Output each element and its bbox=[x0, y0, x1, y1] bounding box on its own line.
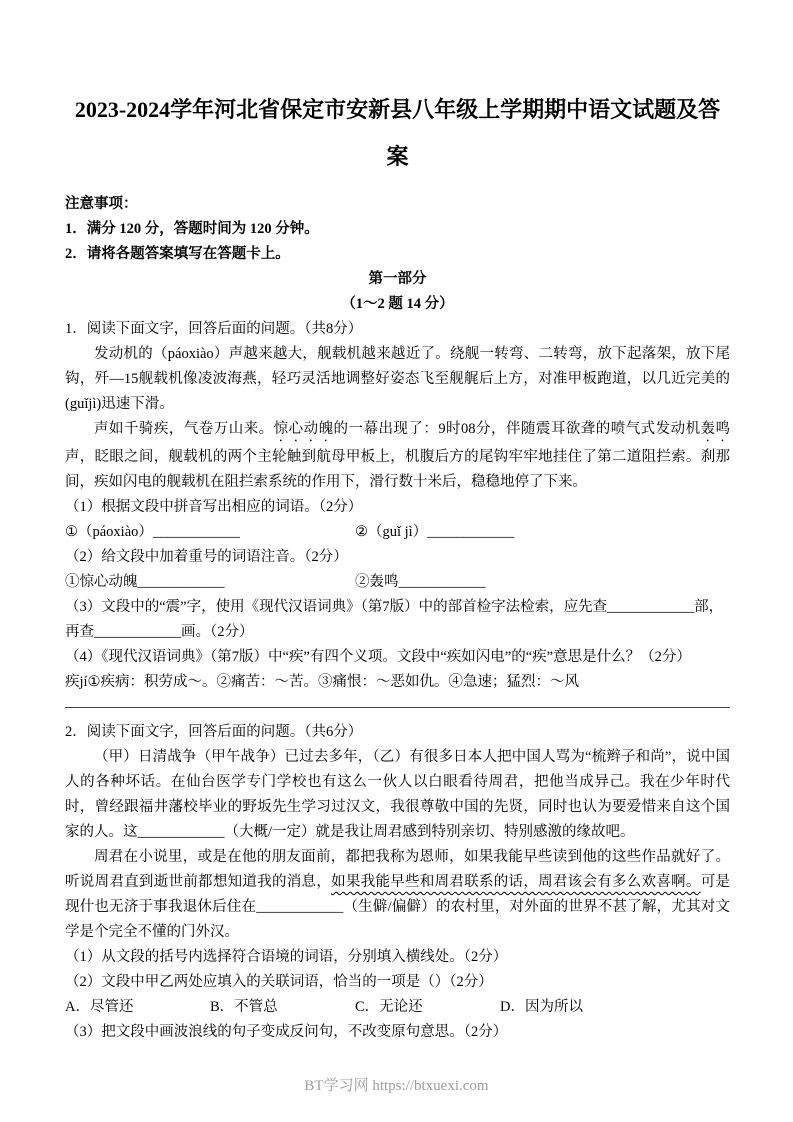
question2-sub2: （2）文段中甲乙两处应填入的关联词语，恰当的一项是（）（2分） bbox=[65, 974, 493, 990]
question1-sub4: （4）《现代汉语词典》（第7版）中“疾”有四个义项。文段中“疾如闪电”的“疾”意思是什么？（2分） bbox=[65, 649, 691, 665]
question2-passage-paragraph-1: （甲）日清战争（甲午战争）已过去多年，（乙）有很多日本人把中国人骂为“梳辫子和尚”，说中国人的各种坏话。在仙台医学专门学校也有这么一伙人以白眼看待周君，把他当成异己。我在少年时代时，曾经跟福井藩校毕业的野坂先生学习过汉文，我很尊敬中国的先贤，同时也认为要爱惜来自这个国家的人。这____________（大概/一定）就是我让周君感到特别亲切、特别感激的缘故吧。 bbox=[65, 749, 730, 840]
option-d: D．因为所以 bbox=[500, 999, 583, 1015]
q2-para2-segment-1: 周君在小说里，或是在他的朋友面前，都把我称为恩师，如果我能早些读到他的这些作品就好了。听说周君直到逝世前都想知道我的消息， bbox=[65, 849, 730, 890]
page-title: 2023-2024学年河北省保定市安新县八年级上学期期中语文试题及答案 bbox=[74, 97, 721, 169]
question2-stem: 2．阅读下面文字，回答后面的问题。（共6分） bbox=[65, 724, 363, 740]
question1-sub1: （1）根据文段中拼音写出相应的词语。（2分） bbox=[65, 499, 363, 515]
question2-sub3: （3）把文段中画波浪线的句子变成反问句，不改变原句意思。（2分） bbox=[65, 1024, 508, 1040]
q1-para2-segment-2: 的一幕出现了：9时08分，伴随震耳欲聋的喷气式发动机 bbox=[333, 421, 701, 437]
option-c: C．无论还 bbox=[355, 999, 423, 1015]
question2-sub1: （1）从文段的括号内选择符合语境的词语，分别填入横线处。（2分） bbox=[65, 949, 508, 965]
question1-sub1-blanks bbox=[65, 520, 730, 545]
question2-passage-paragraph-2 bbox=[65, 845, 730, 945]
q2-para2-segment-2: 可是现什也无济于事我退休后住在____________（生僻/偏僻）的农村里，对外面的世界不甚了解，尤其对文学是个完全不懂的门外汉。 bbox=[65, 874, 731, 940]
q1-para2-emphasized-word-1: 惊心动魄 bbox=[273, 421, 334, 437]
q1-sub1-blank-1: ①（páoxiào）____________ bbox=[65, 524, 240, 540]
q1-para2-emphasized-word-2: 轰鸣 bbox=[700, 421, 731, 437]
section-divider bbox=[65, 707, 730, 708]
q1-sub2-blank-1: ①惊心动魄____________ bbox=[65, 574, 225, 590]
question1-sub2: （2）给文段中加着重号的词语注音。（2分） bbox=[65, 549, 348, 565]
question1-passage-paragraph-1: 发动机的（páoxiào）声越来越大，舰载机越来越近了。绕舰一转弯、二转弯，放下起落架，放下尾钩，歼—15舰载机像凌波海燕，轻巧灵活地调整好姿态飞至舰艉后上方，对准甲板跑道，以几近完美的(guǐjì)迅速下滑。 bbox=[65, 346, 730, 412]
notice-item-2: 2．请将各题答案填写在答题卡上。 bbox=[65, 246, 290, 262]
question2-sub2-options bbox=[65, 995, 730, 1020]
part-heading: 第一部分 bbox=[368, 271, 427, 287]
question1-sub2-blanks bbox=[65, 570, 730, 595]
question1-dictionary-note: 疾jí①疾病：积劳成～。②痛苦：～苦。③痛恨：～恶如仇。④急速；猛烈：～风 bbox=[65, 674, 580, 690]
q1-para2-segment-1: 声如千骑疾，气卷万山来。 bbox=[94, 421, 274, 437]
q1-sub2-blank-2: ②轰鸣____________ bbox=[355, 574, 486, 590]
question1-stem: 1．阅读下面文字，回答后面的问题。（共8分） bbox=[65, 321, 363, 337]
option-b: B．不管总 bbox=[210, 999, 278, 1015]
notice-heading: 注意事项： bbox=[65, 196, 138, 212]
question1-passage-paragraph-2 bbox=[65, 417, 730, 495]
question1-sub3: （3）文段中的“震”字，使用《现代汉语词典》（第7版）中的部首检字法检索，应先查____________部，再查____________画。（2分） bbox=[65, 599, 724, 640]
notice-item-1: 1．满分 120 分，答题时间为 120 分钟。 bbox=[65, 221, 319, 237]
part-subheading: （1～2 题 14 分） bbox=[341, 296, 454, 312]
option-a: A．尽管还 bbox=[65, 999, 134, 1015]
q1-sub1-blank-2: ②（guǐ jì）____________ bbox=[355, 524, 515, 540]
q1-para2-segment-3: 声，眨眼之间，舰载机的两个主轮触到航母甲板上，机腹后方的尾钩牢牢地挂住了第二道阻拦索。刹那间，疾如闪电的舰载机在阻拦索系统的作用下，滑行数十米后，稳稳地停了下来。 bbox=[65, 449, 730, 490]
site-watermark: BT学习网 https://btxuexi.com bbox=[304, 1078, 489, 1094]
q2-para2-wavy-underlined-sentence: 如果我能早些和周君联系的话，周君该会有多么欢喜啊。 bbox=[331, 874, 701, 890]
